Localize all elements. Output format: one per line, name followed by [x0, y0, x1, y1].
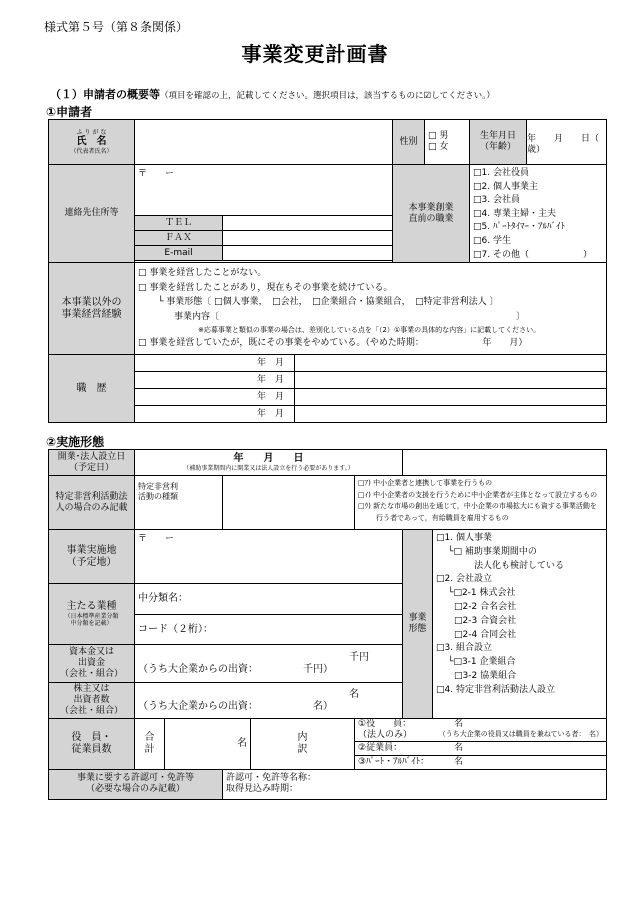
birthdate-value: 年 月 日（ 歳） — [527, 134, 609, 156]
capital-unit: 千円 — [349, 651, 370, 663]
npo-options[interactable] — [355, 476, 607, 530]
holders-large: （うち大企業からの出資： 名） — [138, 700, 333, 712]
tel-field[interactable] — [223, 216, 393, 231]
fax-field[interactable] — [223, 231, 393, 246]
industry-label-1: 主たる業種 — [66, 600, 117, 612]
holders-label-3: （会社・組合） — [59, 705, 123, 716]
capital-label-3: （会社・組合） — [59, 668, 123, 679]
est-date-field[interactable] — [135, 450, 403, 476]
career-date[interactable] — [135, 389, 295, 406]
permit-date-label: 取得見込み時期： — [226, 784, 299, 795]
name-label-cell — [49, 120, 135, 165]
email-label: E-mail — [135, 246, 223, 261]
staff-label-2: 従業員数 — [71, 743, 112, 755]
site-label — [49, 530, 135, 584]
employees-label: ②従業員： — [358, 742, 403, 753]
npo-option[interactable]: □ｱ) 中小企業者と連携して事業を行うもの — [358, 479, 493, 487]
page-title: 事業変更計画書 — [241, 42, 389, 66]
prev-job-option[interactable]: □4. 専業主婦・主夫 — [473, 208, 556, 219]
prev-job-label — [393, 165, 470, 263]
form-option[interactable]: □2. 会社設立 — [436, 574, 492, 585]
officers-note: （うち大企業の役員又は職員を兼ねている者： 名） — [438, 729, 604, 738]
permit-label — [49, 769, 223, 799]
gender-options[interactable] — [425, 120, 470, 165]
npo-type-1: 特定非営利 — [138, 482, 178, 491]
permit-label-2: （必要な場合のみ記載） — [85, 784, 185, 795]
breakdown-label — [251, 719, 355, 770]
career-label-text: 職 歴 — [76, 382, 107, 394]
npo-option[interactable]: □ｲ) 中小企業者の支援を行うために中小企業者が主体となって設立するもの — [358, 490, 598, 499]
permit-field[interactable] — [223, 769, 607, 799]
capital-field[interactable] — [135, 645, 403, 683]
form-options[interactable] — [433, 530, 607, 719]
career-date[interactable] — [135, 406, 295, 423]
experience-note: ※応募事業と類似の事業の場合は、差別化している点を「（2）①事業の具体的な内容」に記載してください。 — [198, 326, 541, 335]
employees-unit: 名 — [454, 742, 464, 753]
staff-label-1: 役 員・ — [71, 731, 112, 743]
npo-option-cont: 行う者であって，有給職員を雇用するもの — [376, 513, 509, 522]
prev-job-option[interactable]: □6. 学生 — [473, 235, 511, 246]
prev-job-label-2: 直前の職業 — [408, 213, 454, 224]
career-detail[interactable] — [295, 355, 607, 372]
form-option[interactable]: □4. 特定非営利活動法人設立 — [436, 684, 555, 695]
prev-job-option[interactable]: □2. 個人事業主 — [473, 181, 538, 192]
est-label — [49, 450, 135, 476]
breakdown-label-1: 内 — [297, 731, 308, 743]
tel-label: ＴＥＬ — [135, 216, 223, 231]
industry-mid-label: 中分類名： — [138, 593, 188, 604]
permit-name-label: 許認可・免許等名称： — [226, 773, 317, 784]
section1-note: （項目を確認の上，記載してください。選択項目は，該当するものに☑してください。） — [160, 91, 495, 101]
experience-past[interactable]: □ 事業を経営していたが，既にその事業をやめている。（やめた時期： 年 月） — [138, 338, 528, 349]
npo-type-2: 活動の種類 — [138, 491, 178, 501]
site-label-1: 事業実施地 — [66, 544, 117, 556]
section1-title: （１）申請者の概要等 — [50, 88, 160, 101]
holders-label-2: 出資者数 — [73, 695, 110, 706]
parttime-field[interactable] — [355, 755, 607, 769]
est-label-1: 開業･法人設立日 — [57, 451, 126, 462]
experience-none[interactable]: □ 事業を経営したことがない。 — [138, 268, 267, 279]
holders-label-1: 株主又は — [73, 684, 110, 695]
industry-label — [49, 584, 135, 645]
prev-job-option[interactable]: □5. ﾊﾟｰﾄﾀｲﾏｰ・ｱﾙﾊﾞｲﾄ — [473, 222, 565, 233]
fax-label: ＦＡＸ — [135, 231, 223, 246]
form-option[interactable]: □3-2 協業組合 — [454, 670, 517, 681]
industry-mid-field[interactable] — [135, 584, 402, 615]
career-ym: 年 月 — [256, 357, 284, 368]
officers-label: ①役 員： — [358, 719, 412, 729]
form-option[interactable]: □1. 個人事業 — [436, 533, 492, 543]
form-number: 様式第５号（第８条関係） — [44, 20, 189, 34]
prev-job-option[interactable]: □7. その他（ ） — [473, 249, 592, 260]
experience-business-form[interactable]: └ 事業形態〔 □個人事業， □会社， □企業組合・協業組合， □特定非営利法人 〕 — [158, 297, 499, 308]
npo-label — [49, 476, 135, 530]
site-postal: 〒 ー — [138, 534, 175, 544]
npo-label-1: 特定非営利活動法 — [55, 491, 128, 502]
prev-job-label-1: 本事業創業 — [408, 202, 454, 213]
industry-code-label: コード（２桁）： — [138, 623, 213, 635]
name-field[interactable] — [135, 120, 393, 165]
email-field[interactable] — [223, 246, 393, 261]
npo-type-label — [135, 476, 223, 530]
form-option[interactable]: □2-2 合名会社 — [454, 601, 517, 612]
experience-label-2: 事業経営経験 — [61, 308, 122, 320]
total-field[interactable] — [165, 719, 251, 770]
career-ym: 年 月 — [256, 408, 284, 419]
contact-label: 連絡先住所等 — [49, 165, 135, 263]
capital-label — [49, 645, 135, 683]
experience-current[interactable]: □ 事業を経営したことがあり，現在もその事業を続けている。 — [138, 282, 393, 293]
npo-label-2: 人の場合のみ記載 — [55, 502, 128, 513]
birthdate-label — [470, 120, 527, 164]
form-option[interactable]: └□2-1 株式会社 — [448, 588, 516, 599]
name-label: 氏 名 — [76, 136, 107, 147]
applicant-table — [48, 119, 607, 423]
form-label-text: 事業形態 — [408, 613, 427, 634]
site-label-2: （予定地） — [66, 556, 117, 568]
birthdate-field[interactable] — [527, 120, 609, 164]
form-option-cont: 法人化も検討している — [474, 560, 565, 571]
birthdate-title: 生年月日 — [479, 131, 516, 142]
parttime-label: ③ﾊﾟｰﾄ・ｱﾙﾊﾞｲﾄ： — [358, 756, 430, 767]
experience-options[interactable] — [135, 263, 607, 355]
impl-heading: ②実施形態 — [46, 435, 105, 449]
career-ym: 年 月 — [256, 391, 284, 402]
employees-field[interactable] — [355, 741, 607, 755]
holders-field[interactable] — [135, 683, 403, 719]
est-label-2: （予定日） — [68, 462, 114, 473]
name-sub-label: （代表者氏名） — [70, 148, 113, 155]
form-option[interactable]: □2-3 合資会社 — [454, 615, 517, 626]
holders-label — [49, 683, 135, 719]
career-label — [49, 355, 135, 423]
career-detail[interactable] — [295, 389, 607, 406]
officers-unit: 名 — [454, 719, 464, 729]
permit-label-1: 事業に要する許認可・免許等 — [76, 773, 194, 784]
prev-job-option[interactable]: □3. 会社員 — [473, 195, 520, 206]
total-unit: 名 — [237, 737, 247, 749]
career-detail[interactable] — [295, 372, 607, 389]
site-field[interactable] — [135, 530, 403, 584]
total-label — [135, 719, 165, 770]
breakdown-label-2: 訳 — [297, 743, 308, 755]
birthdate-cell — [470, 120, 607, 165]
capital-large: （うち大企業からの出資： 千円） — [138, 663, 333, 675]
address-postal: 〒 ー — [138, 169, 175, 179]
npo-option[interactable]: □ｳ) 新たな市場の創出を通じて，中小企業の市場拡大にも資する事業活動を — [358, 502, 597, 510]
gender-label: 性別 — [393, 120, 425, 165]
prev-job-option[interactable]: □1. 会社役員 — [473, 168, 529, 178]
npo-type-field[interactable] — [223, 476, 355, 530]
staff-label — [49, 719, 135, 770]
industry-code-field[interactable] — [135, 615, 402, 644]
industry-sub-2: 中分類を記載） — [70, 620, 113, 627]
est-note: （補助事業期間内に開業又は法人設立を行う必要があります。） — [183, 464, 354, 472]
experience-label-1: 本事業以外の — [61, 296, 122, 308]
parttime-unit: 名 — [454, 756, 464, 767]
career-detail[interactable] — [295, 406, 607, 423]
est-date: 年 月 日 — [233, 452, 304, 464]
experience-business-content[interactable]: 事業内容〔 〕 — [174, 311, 526, 322]
form-option[interactable]: └□ 補助事業期間中の — [448, 546, 537, 557]
officers-sub: （法人のみ） — [358, 729, 413, 740]
career-date[interactable] — [135, 372, 295, 389]
form-label — [403, 530, 433, 719]
total-label-2: 計 — [144, 743, 155, 755]
prev-job-options[interactable] — [470, 165, 607, 263]
capital-label-2: 出資金 — [77, 658, 105, 669]
experience-label — [49, 263, 135, 355]
gender-female[interactable]: □ 女 — [428, 142, 449, 152]
industry-sub-1: （日本標準産業分類 — [64, 612, 119, 620]
holders-unit: 名 — [349, 688, 360, 700]
impl-table — [48, 449, 607, 800]
form-option[interactable]: □3. 組合設立 — [436, 643, 492, 654]
section1-heading — [50, 86, 495, 102]
gender-male[interactable]: □ 男 — [428, 131, 449, 142]
applicant-heading: ①申請者 — [46, 105, 93, 119]
est-extra — [403, 450, 607, 476]
form-option[interactable]: └□3-1 企業組合 — [448, 657, 516, 668]
industry-field[interactable] — [135, 584, 403, 645]
capital-label-1: 資本金又は — [68, 647, 114, 658]
form-option[interactable]: □2-4 合同会社 — [454, 629, 517, 640]
address-field[interactable] — [135, 165, 393, 216]
furigana-label: ふ り が な — [76, 128, 107, 136]
officers-field[interactable] — [355, 719, 607, 742]
career-ym: 年 月 — [256, 374, 284, 385]
total-label-1: 合 — [144, 731, 155, 743]
career-date[interactable] — [135, 355, 295, 372]
age-label: （年齢） — [479, 142, 516, 152]
